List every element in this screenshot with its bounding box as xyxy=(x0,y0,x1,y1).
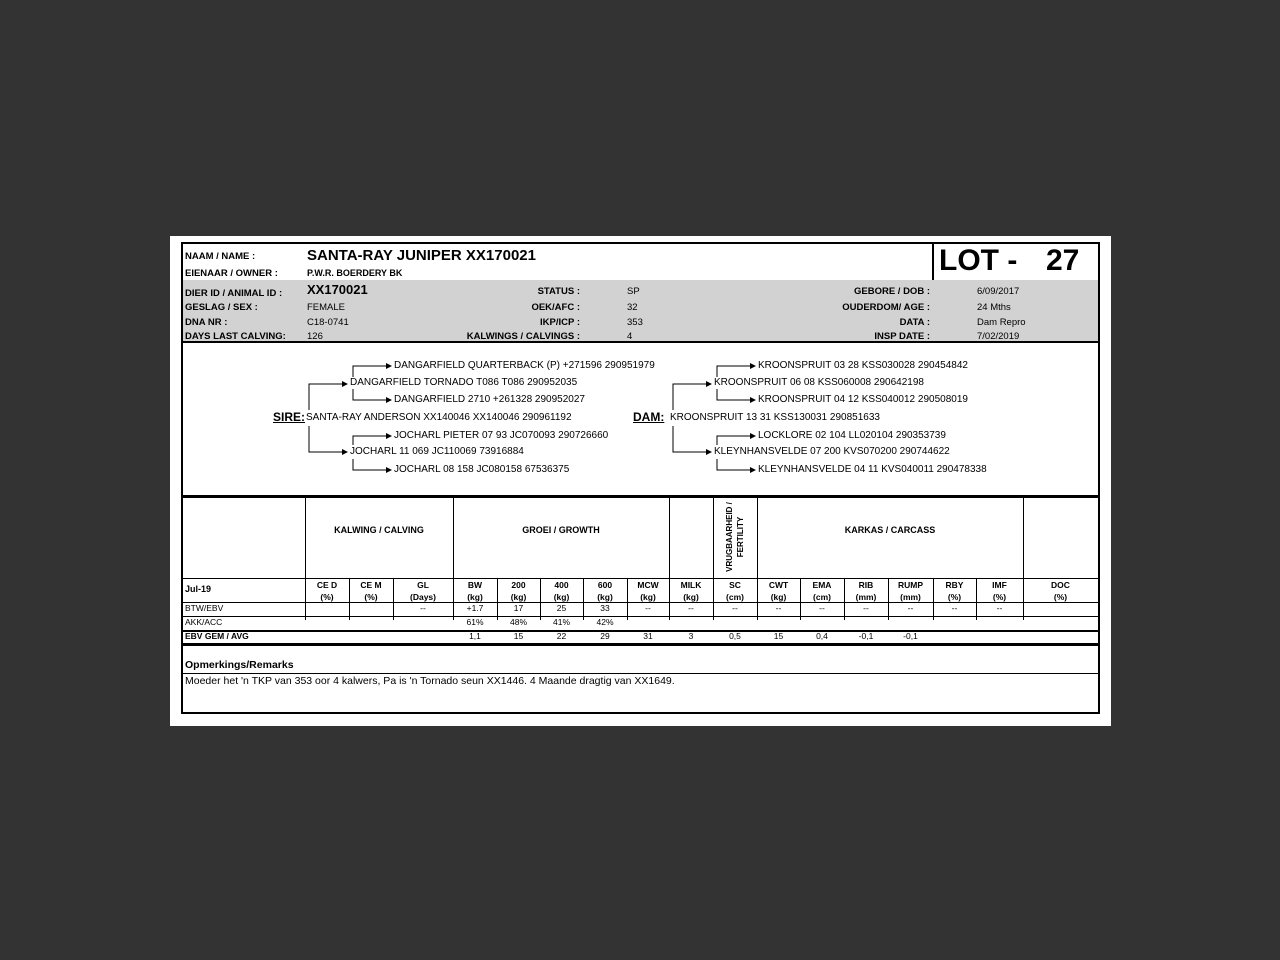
calvings-label: KALWINGS / CALVINGS : xyxy=(466,331,580,342)
lot-card xyxy=(181,242,1100,714)
animal-name: SANTA-RAY JUNIPER XX170021 xyxy=(307,247,536,264)
column-header xyxy=(1023,579,1098,603)
column-name: MCW xyxy=(637,580,659,590)
name-label: NAAM / NAME : xyxy=(185,251,256,262)
sire-dam-dam-name: JOCHARL 08 158 JC080158 67536375 xyxy=(394,464,570,475)
calvings-value: 4 xyxy=(627,331,633,342)
column-unit: (kg) xyxy=(510,592,527,602)
table-cell: -- xyxy=(863,603,869,613)
table-cell: 0,5 xyxy=(729,631,741,641)
table-cell: -- xyxy=(645,603,651,613)
connector-dd-sire xyxy=(717,436,755,445)
table-cell: 33 xyxy=(600,603,610,613)
sire-dam-name: JOCHARL 11 069 JC110069 73916884 xyxy=(350,446,524,457)
sire-sire-name: DANGARFIELD TORNADO T086 T086 290952035 xyxy=(350,377,578,388)
dna-label: DNA NR : xyxy=(185,317,228,328)
icp-label: IKP/ICP : xyxy=(540,317,580,328)
table-cell: -- xyxy=(688,603,694,613)
sire-name: SANTA-RAY ANDERSON XX140046 XX140046 290961192 xyxy=(306,412,572,423)
column-unit: (kg) xyxy=(553,592,570,602)
column-name: BW xyxy=(467,580,483,590)
column-name: 400 xyxy=(554,580,569,590)
owner-label: EIENAAR / OWNER : xyxy=(185,268,278,279)
connector-sd-sire xyxy=(353,436,391,445)
column-header xyxy=(305,579,349,603)
remarks-text: Moeder het 'n TKP van 353 oor 4 kalwers, Pa is 'n Tornado seun XX1446. 4 Maande dragtig van XX1649. xyxy=(185,675,675,687)
column-name: MILK xyxy=(680,580,702,590)
table-cell: 3 xyxy=(688,631,694,641)
table-cell: -- xyxy=(775,603,782,613)
owner-value: P.W.R. BOERDERY BK xyxy=(307,268,403,278)
calving-group-header: KALWING / CALVING xyxy=(334,525,424,535)
table-cell: 48% xyxy=(509,617,527,627)
table-cell: 17 xyxy=(513,603,524,613)
ebv-date: Jul-19 xyxy=(185,584,212,594)
dna-value: C18-0741 xyxy=(307,317,349,328)
data-value: Dam Repro xyxy=(977,317,1026,328)
table-cell: -- xyxy=(732,603,738,613)
connector-dam-dam xyxy=(673,426,711,452)
animal-info xyxy=(183,280,1098,343)
column-header xyxy=(713,579,757,603)
column-header xyxy=(976,579,1023,603)
table-cell: 15 xyxy=(513,631,524,641)
connector-dam-sire xyxy=(673,384,711,410)
table-cell: +1.7 xyxy=(466,603,484,613)
table-cell: 61% xyxy=(466,617,484,627)
connector-sire-dam xyxy=(309,426,347,452)
column-unit: (mm) xyxy=(900,592,921,602)
connector-ss-dam xyxy=(353,389,391,400)
column-unit: (cm) xyxy=(813,592,831,602)
sire-dam-sire-name: JOCHARL PIETER 07 93 JC070093 290726660 xyxy=(394,430,609,441)
ebv-table xyxy=(183,496,1098,644)
connector-sd-dam xyxy=(353,459,391,470)
table-cell: -- xyxy=(951,603,958,613)
insp-date-label: INSP DATE : xyxy=(874,331,930,342)
row-label: AKK/ACC xyxy=(185,617,223,627)
table-cell: -- xyxy=(907,603,914,613)
column-name: CE M xyxy=(360,580,382,590)
column-header xyxy=(888,579,933,603)
column-name: CWT xyxy=(768,580,789,590)
column-unit: (kg) xyxy=(640,592,656,602)
dam-dam-name: KLEYNHANSVELDE 07 200 KVS070200 290744622 xyxy=(714,446,950,457)
connector-sire-sire xyxy=(309,384,347,410)
dam-dam-sire-name: LOCKLORE 02 104 LL020104 290353739 xyxy=(758,430,946,441)
table-cell: 42% xyxy=(596,617,614,627)
connector-ds-sire xyxy=(717,366,755,377)
column-unit: (%) xyxy=(320,592,334,602)
column-unit: (mm) xyxy=(855,592,877,602)
column-unit: (cm) xyxy=(726,592,744,602)
table-cell: 29 xyxy=(600,631,610,641)
sire-sire-dam-name: DANGARFIELD 2710 +261328 290952027 xyxy=(394,394,585,405)
afc-label: OEK/AFC : xyxy=(531,302,580,313)
pedigree xyxy=(183,343,1098,497)
column-name: GL xyxy=(417,580,429,590)
lot-number: 27 xyxy=(1046,244,1080,277)
column-header xyxy=(497,579,540,603)
column-unit: (kg) xyxy=(467,592,483,602)
table-cell: 41% xyxy=(552,617,570,627)
column-header xyxy=(757,579,800,603)
days-calving-label: DAYS LAST CALVING: xyxy=(185,331,286,342)
table-cell: 0,4 xyxy=(816,631,828,641)
fertility-group-header: VRUGBAARHEID / FERTILITY xyxy=(725,502,745,572)
column-unit: (Days) xyxy=(410,592,436,602)
sire-label: SIRE: xyxy=(273,410,306,424)
row-label: BTW/EBV xyxy=(185,603,224,613)
column-header xyxy=(453,579,497,603)
column-unit: (%) xyxy=(364,592,378,602)
column-name: IMF xyxy=(992,580,1007,590)
growth-group-header: GROEI / GROWTH xyxy=(522,525,600,535)
icp-value: 353 xyxy=(627,317,643,328)
column-name: CE D xyxy=(316,580,338,590)
column-name: 600 xyxy=(597,580,613,590)
column-unit: (kg) xyxy=(683,592,699,602)
data-label: DATA : xyxy=(899,317,930,328)
column-header xyxy=(933,579,976,603)
column-name: DOC xyxy=(1051,580,1070,590)
column-name: EMA xyxy=(812,580,832,590)
status-value: SP xyxy=(627,286,640,297)
days-calving-value: 126 xyxy=(307,331,323,342)
status-label: STATUS : xyxy=(537,286,580,297)
table-cell: 1,1 xyxy=(469,631,481,641)
header xyxy=(183,244,1098,282)
sex-label: GESLAG / SEX : xyxy=(185,302,258,313)
column-header xyxy=(540,579,583,603)
catalogue-sheet xyxy=(170,236,1111,726)
connector-ds-dam xyxy=(717,389,755,400)
dam-sire-sire-name: KROONSPRUIT 03 28 KSS030028 290454842 xyxy=(758,360,968,371)
column-unit: (%) xyxy=(992,592,1007,602)
column-header xyxy=(393,579,453,603)
animal-id-label: DIER ID / ANIMAL ID : xyxy=(185,288,283,299)
table-cell: -- xyxy=(420,603,426,613)
sire-sire-sire-name: DANGARFIELD QUARTERBACK (P) +271596 290951979 xyxy=(394,360,655,371)
lot-box xyxy=(932,244,1102,280)
dob-label: GEBORE / DOB : xyxy=(853,286,930,297)
insp-date-value: 7/02/2019 xyxy=(977,331,1020,342)
carcass-group-header: KARKAS / CARCASS xyxy=(844,525,936,535)
column-unit: (kg) xyxy=(770,592,787,602)
table-cell: -- xyxy=(996,603,1003,613)
column-name: RBY xyxy=(945,580,964,590)
dob-value: 6/09/2017 xyxy=(977,286,1020,297)
connector-dd-dam xyxy=(717,459,755,470)
column-unit: (%) xyxy=(1053,592,1068,602)
remarks xyxy=(183,644,1098,712)
column-header xyxy=(800,579,844,603)
column-name: RUMP xyxy=(897,580,924,590)
age-value: 24 Mths xyxy=(977,302,1011,313)
connector-ss-sire xyxy=(353,366,391,377)
column-header xyxy=(627,579,669,603)
remarks-label: Opmerkings/Remarks xyxy=(185,659,294,671)
column-unit: (kg) xyxy=(597,592,613,602)
sex-value: FEMALE xyxy=(307,302,346,313)
dam-label: DAM: xyxy=(633,410,665,424)
column-name: RIB xyxy=(858,580,874,590)
column-name: SC xyxy=(729,580,741,590)
table-cell: 31 xyxy=(643,631,653,641)
column-name: 200 xyxy=(511,580,526,590)
table-cell: 25 xyxy=(556,603,567,613)
afc-value: 32 xyxy=(627,302,638,313)
dam-name: KROONSPRUIT 13 31 KSS130031 290851633 xyxy=(670,412,880,423)
table-cell: -0,1 xyxy=(903,631,918,641)
lot-label: LOT - xyxy=(939,244,1018,277)
column-header xyxy=(844,579,888,603)
column-unit: (%) xyxy=(947,592,962,602)
dam-sire-name: KROONSPRUIT 06 08 KSS060008 290642198 xyxy=(714,377,924,388)
table-cell: -- xyxy=(819,603,825,613)
table-cell: -0,1 xyxy=(858,631,874,641)
column-header xyxy=(583,579,627,603)
table-cell: 22 xyxy=(556,631,567,641)
column-header xyxy=(349,579,393,603)
row-label: EBV GEM / AVG xyxy=(185,631,249,641)
column-header xyxy=(669,579,713,603)
dam-sire-dam-name: KROONSPRUIT 04 12 KSS040012 290508019 xyxy=(758,394,968,405)
table-cell: 15 xyxy=(773,631,784,641)
animal-id-value: XX170021 xyxy=(307,282,368,297)
dam-dam-dam-name: KLEYNHANSVELDE 04 11 KVS040011 290478338 xyxy=(758,464,987,475)
age-label: OUDERDOM/ AGE : xyxy=(842,302,930,313)
